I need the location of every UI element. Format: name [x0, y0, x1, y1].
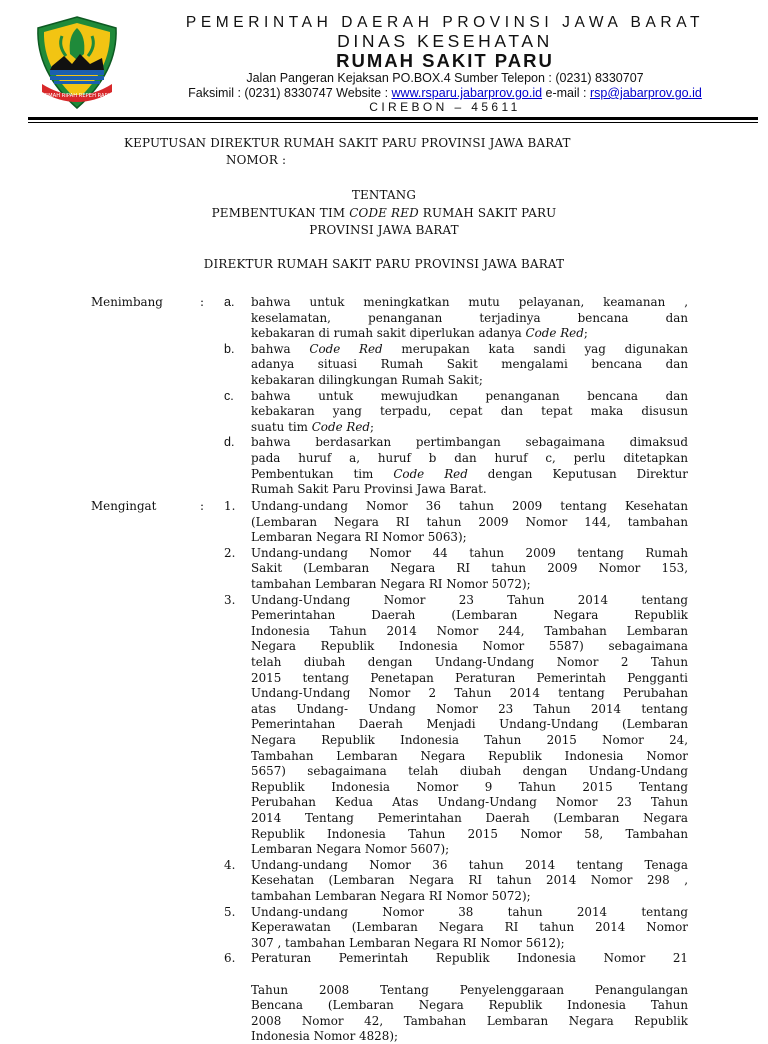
- mengingat-item-line: Negara Republik Indonesia Nomor 5587) sebagaimana: [251, 639, 688, 654]
- subject-code-red: CODE RED: [349, 206, 419, 220]
- menimbang-item-line: Pembentukan tim Code Red dengan Keputusan Direktur: [251, 466, 688, 481]
- director-heading: DIREKTUR RUMAH SAKIT PARU PROVINSI JAWA BARAT: [203, 257, 565, 271]
- menimbang-item-line: kebakaran yang terpadu, cepat dan tepat maka disusun: [251, 404, 688, 419]
- menimbang-item-line: bahwa berdasarkan pertimbangan sebagaimana dimaksud: [251, 435, 688, 450]
- letterhead-contacts: [150, 86, 740, 100]
- menimbang-label: Menimbang: [91, 295, 163, 309]
- mengingat-item-line: Undang-undang Nomor 38 tahun 2014 tentang: [251, 904, 688, 919]
- mengingat-marker: 5.: [224, 904, 236, 919]
- mengingat-item-line: 2008 Nomor 42, Tambahan Lembaran Negara Republik: [251, 1013, 688, 1028]
- mengingat-item-line: telah diubah dengan Undang-Undang Nomor 2 Tahun: [251, 655, 688, 669]
- mengingat-item-line: Kesehatan (Lembaran Negara RI tahun 2014 Nomor 298 ,: [251, 873, 688, 888]
- menimbang-item-line: kebakaran dilingkungan Rumah Sakit;: [251, 373, 483, 387]
- mengingat-item-line: Sakit (Lembaran Negara RI tahun 2009 Nomor 153,: [251, 561, 688, 576]
- menimbang-item-line: adanya situasi Rumah Sakit mengalami bencana dan: [251, 357, 688, 372]
- mengingat-item-line: 2015 tentang Penetapan Peraturan Pemerintah Pengganti: [251, 670, 688, 685]
- mengingat-marker: 4.: [224, 857, 236, 872]
- mengingat-item-line: Indonesia Nomor 4828);: [251, 1029, 398, 1044]
- email-label: e-mail :: [542, 86, 590, 100]
- menimbang-colon: :: [200, 295, 205, 309]
- mengingat-item-line: Lembaran Negara RI Nomor 5063);: [251, 530, 467, 545]
- mengingat-item-line: 5657) sebagaimana telah diubah dengan Undang-Undang: [251, 764, 688, 779]
- mengingat-item-line: Undang-undang Nomor 36 tahun 2009 tentang Kesehatan: [251, 499, 688, 513]
- decree-title: KEPUTUSAN DIREKTUR RUMAH SAKIT PARU PROVINSI JAWA BARAT: [124, 136, 571, 150]
- mengingat-item-line: Undang-Undang Nomor 2 Tahun 2014 tentang Perubahan: [251, 686, 688, 701]
- mengingat-label: Mengingat: [91, 499, 157, 513]
- menimbang-marker: d.: [224, 435, 235, 450]
- mengingat-marker: 3.: [224, 592, 236, 607]
- mengingat-item-line: Pemerintahan Daerah Menjadi Undang-Undang (Lembaran: [251, 717, 688, 732]
- letterhead-divider-thick: [28, 117, 758, 120]
- mengingat-item-line: [251, 967, 688, 982]
- mengingat-item-line: Keperawatan (Lembaran Negara RI tahun 2014 Nomor: [251, 920, 688, 935]
- menimbang-item-line: kebakaran di rumah sakit diperlukan adanya Code Red;: [251, 326, 588, 341]
- letterhead-hospital-name: RUMAH SAKIT PARU: [336, 50, 554, 71]
- mengingat-item-line: Perubahan Kedua Atas Undang-Undang Nomor 23 Tahun: [251, 795, 688, 810]
- decree-number: NOMOR :: [226, 153, 287, 167]
- letterhead-city: CIREBON – 45611: [369, 100, 521, 114]
- mengingat-item-line: Bencana (Lembaran Negara Republik Indonesia Tahun: [251, 998, 688, 1013]
- website-link[interactable]: www.rsparu.jabarprov.go.id: [391, 86, 543, 100]
- menimbang-item-line: bahwa untuk meningkatkan mutu pelayanan, keamanan ,: [251, 295, 688, 309]
- menimbang-marker: a.: [224, 295, 235, 309]
- mengingat-item-line: 2014 Tentang Pemerintahan Daerah (Lembaran Negara: [251, 811, 688, 825]
- menimbang-item-line: bahwa untuk mewujudkan penanganan bencana dan: [251, 388, 688, 403]
- fax-text: Faksimil : (0231) 8330747 Website :: [188, 86, 392, 100]
- mengingat-item-line: tambahan Lembaran Negara RI Nomor 5072);: [251, 889, 531, 903]
- mengingat-item-line: Lembaran Negara Nomor 5607);: [251, 842, 450, 857]
- decree-subject: [0, 206, 768, 220]
- mengingat-item-line: Undang-undang Nomor 36 tahun 2014 tentang Tenaga: [251, 857, 688, 872]
- subject-part: RUMAH SAKIT PARU: [418, 206, 557, 220]
- mengingat-item-line: Republik Indonesia Nomor 9 Tahun 2015 Tentang: [251, 779, 688, 794]
- mengingat-item-line: (Lembaran Negara RI tahun 2009 Nomor 144, tambahan: [251, 514, 688, 529]
- mengingat-marker: 1.: [224, 499, 236, 513]
- mengingat-item-line: Peraturan Pemerintah Republik Indonesia Nomor 21: [251, 951, 688, 966]
- subject-part: PEMBENTUKAN TIM: [211, 206, 350, 220]
- menimbang-item-line: pada huruf a, huruf b dan huruf c, perlu ditetapkan: [251, 451, 688, 465]
- mengingat-item-line: Undang-Undang Nomor 23 Tahun 2014 tentang: [251, 592, 688, 607]
- decree-subject-line2: PROVINSI JAWA BARAT: [309, 223, 459, 237]
- letterhead-agency: DINAS KESEHATAN: [337, 31, 553, 51]
- mengingat-item-line: tambahan Lembaran Negara RI Nomor 5072);: [251, 577, 531, 591]
- west-java-emblem-logo: [32, 14, 122, 112]
- menimbang-marker: c.: [224, 388, 234, 403]
- logo-motto-text: GEMAH RIPAH REPEH RAPIH: [40, 93, 114, 99]
- mengingat-item-line: Tambahan Lembaran Negara Republik Indonesia Nomor: [251, 748, 688, 763]
- mengingat-item-line: 307 , tambahan Lembaran Negara RI Nomor 5612);: [251, 935, 565, 950]
- mengingat-item-line: Indonesia Tahun 2014 Nomor 244, Tambahan Lembaran: [251, 623, 688, 638]
- letterhead-government: PEMERINTAH DAERAH PROVINSI JAWA BARAT: [185, 14, 705, 31]
- mengingat-colon: :: [200, 499, 205, 513]
- mengingat-item-line: Undang-undang Nomor 44 tahun 2009 tentang Rumah: [251, 545, 688, 560]
- email-link[interactable]: rsp@jabarprov.go.id: [589, 86, 702, 100]
- menimbang-item-line: keselamatan, penanganan terjadinya bencana dan: [251, 310, 688, 325]
- mengingat-marker: 2.: [224, 545, 236, 560]
- mengingat-item-line: Tahun 2008 Tentang Penyelenggaraan Penangulangan: [251, 982, 688, 997]
- menimbang-item-line: Rumah Sakit Paru Provinsi Jawa Barat.: [251, 482, 487, 497]
- menimbang-item-line: suatu tim Code Red;: [251, 419, 375, 434]
- menimbang-item-line: bahwa Code Red merupakan kata sandi yag digunakan: [251, 341, 689, 356]
- mengingat-marker: 6.: [224, 951, 236, 966]
- letterhead-divider-thin: [28, 122, 758, 123]
- mengingat-item-line: Pemerintahan Daerah (Lembaran Negara Republik: [251, 608, 688, 623]
- mengingat-item-line: Republik Indonesia Tahun 2015 Nomor 58, Tambahan: [251, 826, 688, 841]
- menimbang-marker: b.: [224, 341, 235, 356]
- letterhead-address: Jalan Pangeran Kejaksan PO.BOX.4 Sumber Telepon : (0231) 8330707: [246, 71, 644, 85]
- mengingat-item-line: atas Undang- Undang Nomor 23 Tahun 2014 tentang: [251, 701, 688, 716]
- tentang-heading: TENTANG: [351, 188, 417, 202]
- mengingat-item-line: Negara Republik Indonesia Tahun 2015 Nomor 24,: [251, 733, 688, 747]
